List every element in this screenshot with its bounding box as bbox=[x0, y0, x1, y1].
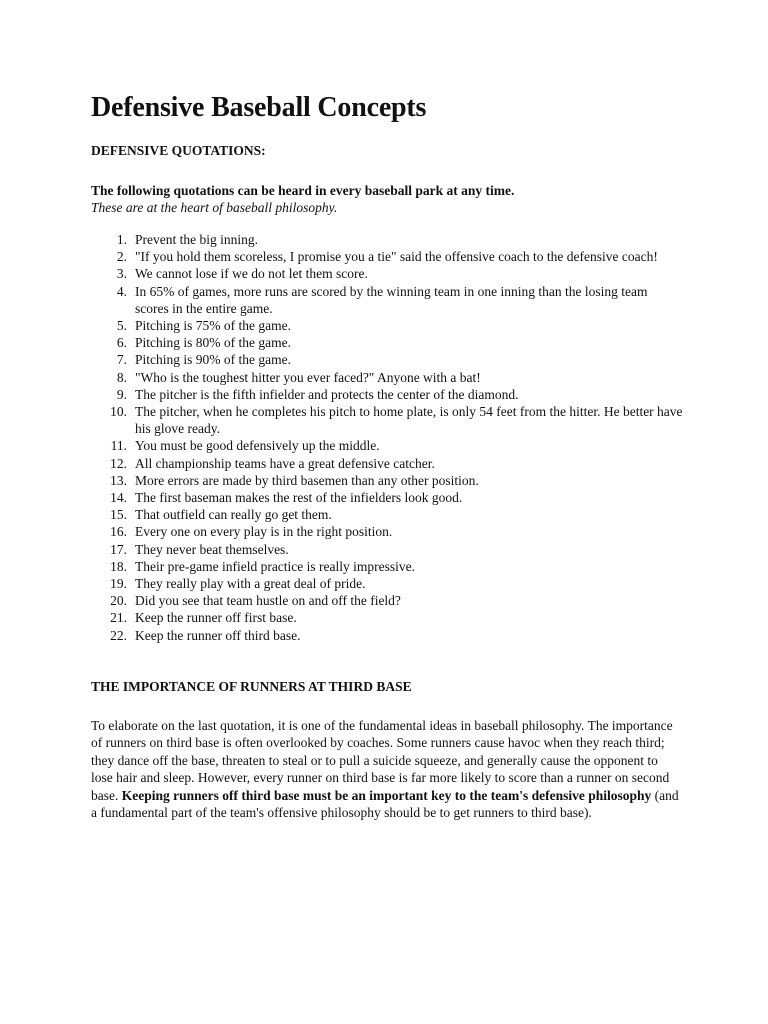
quote-text: "Who is the toughest hitter you ever faced?" Anyone with a bat! bbox=[135, 369, 481, 385]
quote-text: You must be good defensively up the middle. bbox=[135, 438, 380, 454]
quote-list-item bbox=[91, 523, 683, 540]
quote-list-item bbox=[91, 248, 683, 265]
quote-text: The pitcher, when he completes his pitch to home plate, is only 54 feet from the hitter. He better have his glove ready. bbox=[135, 404, 683, 437]
quote-number: 22. bbox=[110, 627, 127, 643]
quote-number: 2. bbox=[116, 249, 127, 265]
quote-list-item bbox=[91, 627, 683, 644]
quote-number: 13. bbox=[110, 472, 127, 488]
quote-number: 8. bbox=[116, 369, 127, 385]
quote-number: 17. bbox=[110, 541, 127, 557]
quote-text: Prevent the big inning. bbox=[135, 232, 258, 247]
quote-list-item bbox=[91, 506, 683, 523]
quote-number: 15. bbox=[110, 507, 127, 523]
quote-text: Their pre-game infield practice is really impressive. bbox=[135, 558, 416, 574]
quote-text: Pitching is 80% of the game. bbox=[135, 335, 291, 351]
quote-text: Keep the runner off third base. bbox=[135, 627, 301, 643]
quote-list-item bbox=[91, 386, 683, 403]
quote-text: Did you see that team hustle on and off the field? bbox=[135, 593, 401, 609]
quotations-list bbox=[91, 231, 683, 644]
quote-text: That outfield can really go get them. bbox=[135, 507, 332, 523]
quote-text: The first baseman makes the rest of the infielders look good. bbox=[135, 490, 463, 506]
quote-number: 4. bbox=[116, 283, 127, 299]
quote-list-item bbox=[91, 231, 683, 248]
intro-bold-text: The following quotations can be heard in every baseball park at any time. bbox=[91, 183, 515, 198]
quote-list-item bbox=[91, 437, 683, 454]
quote-number: 7. bbox=[116, 352, 127, 368]
quote-number: 21. bbox=[110, 610, 127, 626]
quote-number: 16. bbox=[110, 524, 127, 540]
quote-text: More errors are made by third basemen than any other position. bbox=[135, 472, 479, 488]
paragraph-bold-emphasis: Keeping runners off third base must be an important key to the team's defensive philosophy bbox=[121, 787, 652, 803]
quote-number: 12. bbox=[110, 455, 127, 471]
quote-list-item bbox=[91, 334, 683, 351]
quote-text: Keep the runner off first base. bbox=[135, 610, 297, 626]
quote-number: 10. bbox=[110, 404, 127, 420]
quote-list-item bbox=[91, 455, 683, 472]
quote-number: 6. bbox=[116, 335, 127, 351]
quote-text: In 65% of games, more runs are scored by the winning team in one inning than the losing team scores in the entire game. bbox=[135, 283, 648, 316]
quote-list-item bbox=[91, 403, 683, 437]
quote-text: We cannot lose if we do not let them score. bbox=[135, 266, 368, 282]
quote-list-item bbox=[91, 472, 683, 489]
paragraph-text-part2: (and a fundamental part of the team's offensive philosophy should be to get runners to third base). bbox=[91, 787, 679, 821]
quote-list-item bbox=[91, 575, 683, 592]
quote-number: 9. bbox=[116, 386, 127, 402]
quote-text: They never beat themselves. bbox=[135, 541, 289, 557]
quote-number: 3. bbox=[116, 266, 127, 282]
quote-list-item bbox=[91, 317, 683, 334]
quote-text: They really play with a great deal of pride. bbox=[135, 576, 366, 592]
quote-number: 19. bbox=[110, 576, 127, 592]
quote-list-item bbox=[91, 489, 683, 506]
quote-text: All championship teams have a great defensive catcher. bbox=[135, 455, 435, 471]
section-heading-quotations: DEFENSIVE QUOTATIONS: bbox=[91, 143, 266, 158]
quote-text: Pitching is 90% of the game. bbox=[135, 352, 291, 368]
quote-text: Every one on every play is in the right position. bbox=[135, 524, 393, 540]
section-heading-third-base: THE IMPORTANCE OF RUNNERS AT THIRD BASE bbox=[91, 678, 412, 694]
intro-italic-text: These are at the heart of baseball philosophy. bbox=[91, 200, 338, 215]
quote-list-item bbox=[91, 369, 683, 386]
quote-number: 14. bbox=[110, 490, 127, 506]
quote-list-item bbox=[91, 265, 683, 282]
quote-text: "If you hold them scoreless, I promise you a tie" said the offensive coach to the defensive coach! bbox=[135, 249, 658, 265]
document-page bbox=[91, 88, 683, 822]
third-base-paragraph bbox=[91, 717, 683, 822]
quote-list-item bbox=[91, 283, 683, 317]
quote-list-item bbox=[91, 592, 683, 609]
quote-number: 1. bbox=[116, 232, 127, 247]
quote-list-item bbox=[91, 558, 683, 575]
quote-text: The pitcher is the fifth infielder and protects the center of the diamond. bbox=[135, 386, 519, 402]
document-title: Defensive Baseball Concepts bbox=[91, 92, 427, 123]
quote-number: 11. bbox=[110, 438, 127, 454]
quote-text: Pitching is 75% of the game. bbox=[135, 318, 291, 334]
quote-list-item bbox=[91, 609, 683, 626]
quote-list-item bbox=[91, 351, 683, 368]
quote-number: 5. bbox=[116, 318, 127, 334]
quote-number: 18. bbox=[110, 558, 127, 574]
quote-list-item bbox=[91, 541, 683, 558]
quote-number: 20. bbox=[110, 593, 127, 609]
paragraph-text-part1: To elaborate on the last quotation, it is one of the fundamental ideas in baseball philosophy. The importance of runners on third base is often overlooked by coaches. Some runners cause havoc when they reach third; they dance off the base, threaten to steal or to pull a suicide squeeze, and generally cause the opponent to lose hair and sleep. However, every runner on third base is far more likely to score than a runner on second base. bbox=[91, 717, 673, 803]
